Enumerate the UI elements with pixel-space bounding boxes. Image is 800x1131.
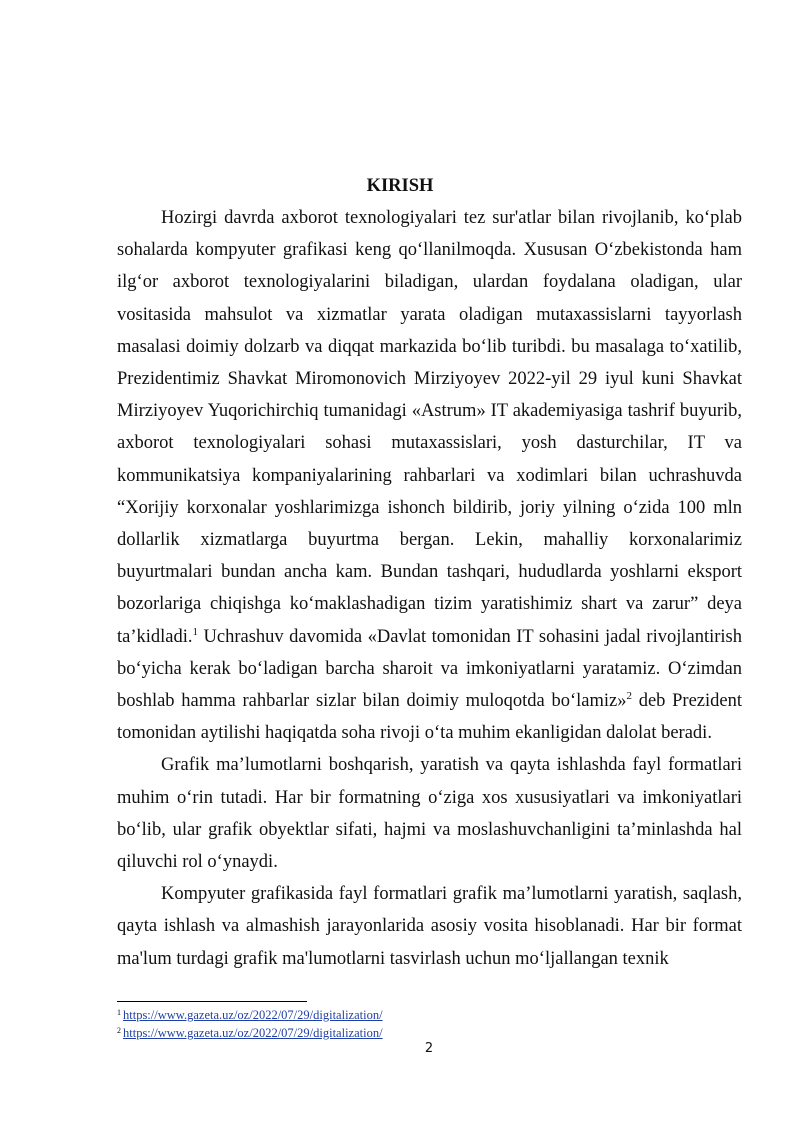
body-text	[117, 202, 742, 975]
page-number: 2	[424, 1041, 434, 1056]
footnote-link[interactable]: https://www.gazeta.uz/oz/2022/07/29/digitalization/	[123, 1026, 383, 1040]
section-title: KIRISH	[366, 176, 434, 196]
paragraph-intro-text-1: Hozirgi davrda axborot texnologiyalari tez sur'atlar bilan rivojlanib, ko‘plab sohalarda kompyuter grafikasi keng qo‘llanilmoqda. Xususan O‘zbekistonda ham ilg‘or axborot texnologiyalarini biladigan, ulardan foydalana oladigan, ular vositasida mahsulot va xizmatlar yarata oladigan mutaxassislarni tayyorlash masalasi doimiy dolzarb va diqqat markazida bo‘lib turibdi. bu masalaga to‘xatilib, Prezidentimiz Shavkat Miromonovich Mirziyoyev 2022-yil 29 iyul kuni Shavkat Mirziyoyev Yuqorichirchiq tumanidagi «Astrum» IT akademiyasiga tashrif buyurib, axborot texnologiyalari sohasi mutaxassislari, yosh dasturchilar, IT va kommunikatsiya kompaniyalarining rahbarlari va xodimlari bilan uchrashuvda “Xorijiy korxonalar yoshlarimizga ishonch bildirib, joriy yilning o‘zida 100 mln dollarlik xizmatlarga buyurtma bergan. Lekin, mahalliy korxonalarimiz buyurtmalari bundan ancha kam. Bundan tashqari, hududlarda yoshlarni eksport bozorlariga chiqishga ko‘maklashadigan tizim yaratishimiz shart va zarur” deya ta’kidladi.	[117, 208, 742, 647]
footnote-1	[117, 1006, 742, 1024]
paragraph-intro-text-2: Uchrashuv davomida «Davlat tomonidan IT sohasini jadal rivojlantirish bo‘yicha kerak bo‘ladigan barcha sharoit va imkoniyatlarni yaratamiz. O‘zimdan boshlab hamma rahbarlar sizlar bilan doimiy muloqotda bo‘lamiz»	[117, 626, 742, 712]
footnotes	[117, 1006, 742, 1042]
paragraph-intro	[117, 202, 742, 749]
paragraph-graphics-formats: Kompyuter grafikasida fayl formatlari grafik ma’lumotlarni yaratish, saqlash, qayta ishlash va almashish jarayonlarida asosiy vosita hisoblanadi. Har bir format ma'lum turdagi grafik ma'lumotlarni tasvirlash uchun mo‘ljallangan texnik	[117, 884, 742, 969]
footnote-number: 1	[117, 1008, 121, 1017]
footnote-2	[117, 1024, 742, 1042]
paragraph-intro-text-3: deb Prezident tomonidan aytilishi haqiqatda soha rivoji o‘ta muhim ekanligidan dalolat beradi.	[117, 691, 742, 744]
footnote-link[interactable]: https://www.gazeta.uz/oz/2022/07/29/digitalization/	[123, 1008, 383, 1022]
footnote-number: 2	[117, 1026, 121, 1035]
footnote-ref-2[interactable]: 2	[626, 690, 632, 703]
footnote-separator	[117, 1001, 307, 1002]
paragraph-file-formats: Grafik ma’lumotlarni boshqarish, yaratish va qayta ishlashda fayl formatlari muhim o‘rin tutadi. Har bir formatning o‘ziga xos xususiyatlari va imkoniyatlari bo‘lib, ular grafik obyektlar sifati, hajmi va moslashuvchanligini ta’minlashda hal qiluvchi rol o‘ynaydi.	[117, 755, 742, 873]
footnote-ref-1[interactable]: 1	[192, 625, 199, 638]
